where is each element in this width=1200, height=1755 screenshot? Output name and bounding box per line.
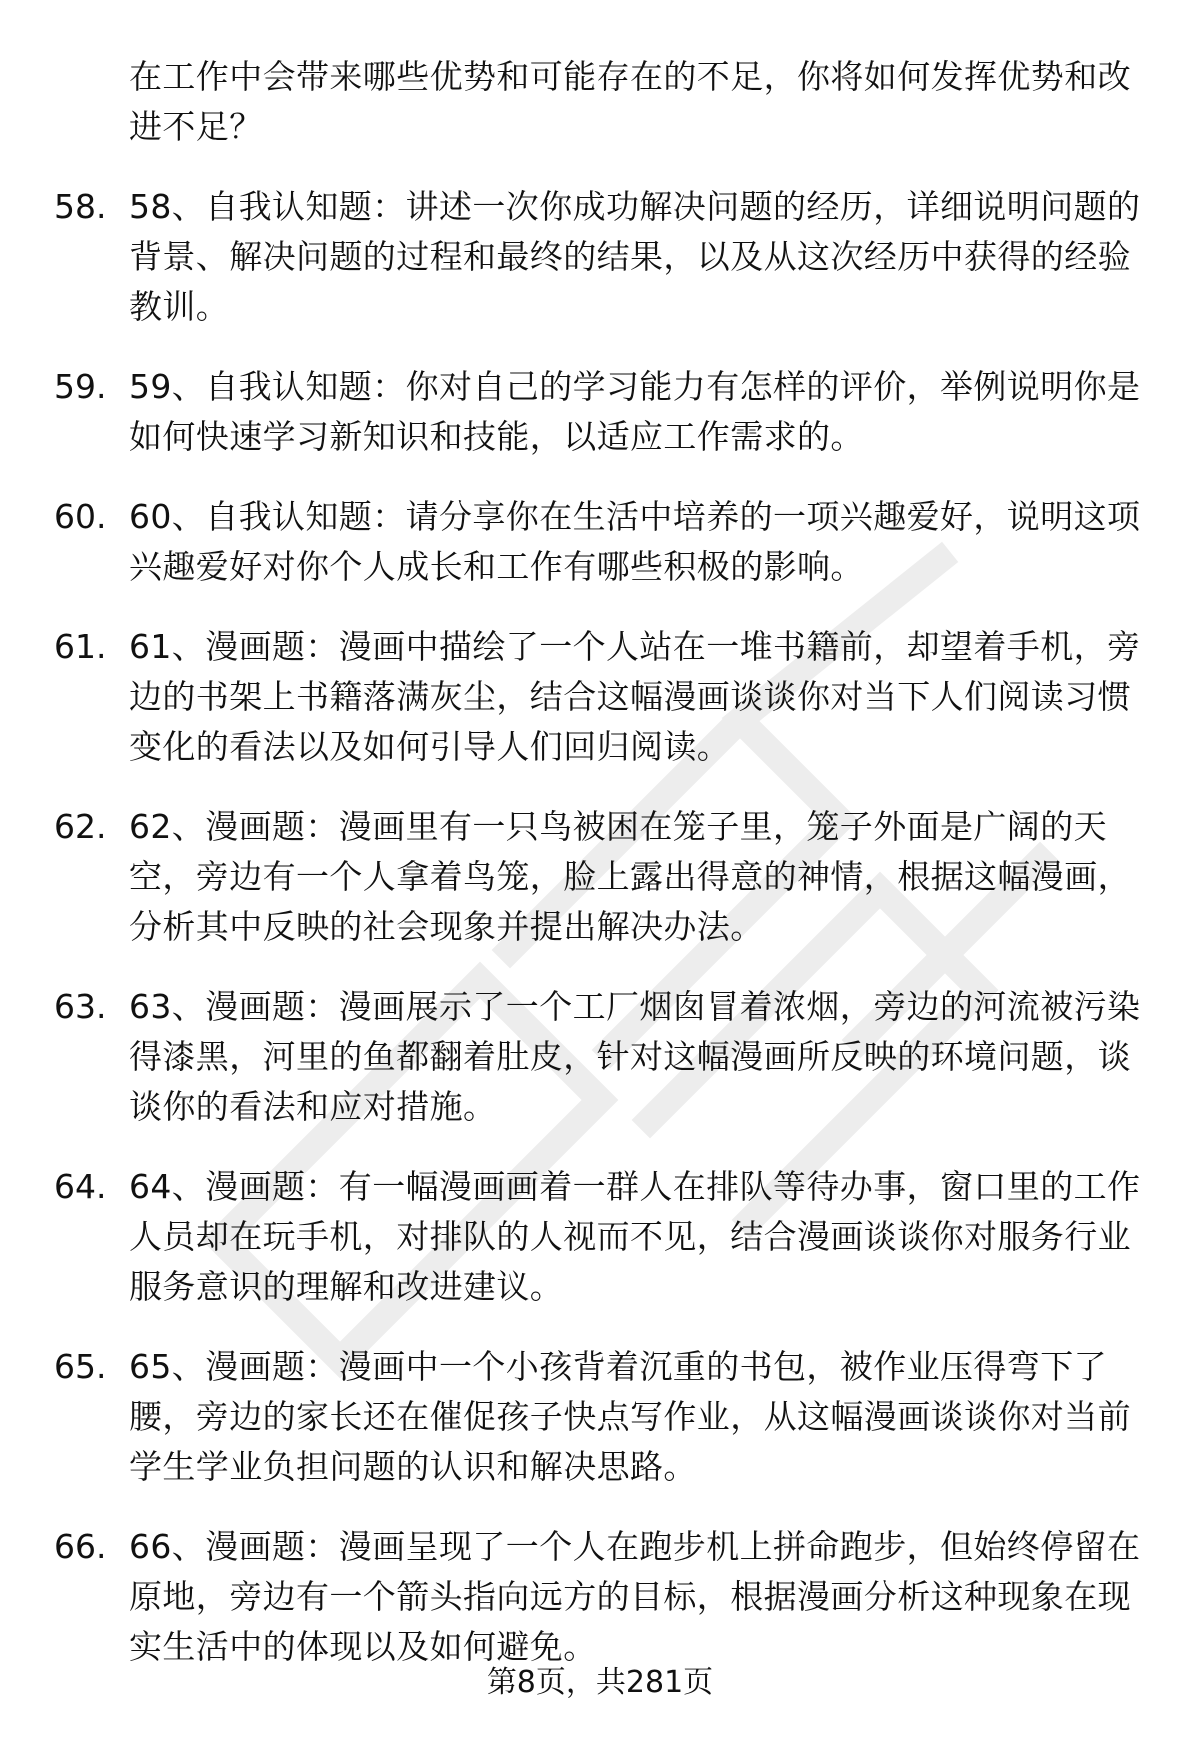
list-item bbox=[0, 1342, 1200, 1492]
question-number: 61. bbox=[54, 627, 107, 666]
question-number: 58. bbox=[54, 187, 107, 226]
list-item bbox=[0, 982, 1200, 1132]
list-item bbox=[0, 802, 1200, 952]
list-item bbox=[0, 182, 1200, 332]
question-text: 63、漫画题：漫画展示了一个工厂烟囱冒着浓烟，旁边的河流被污染得漆黑，河里的鱼都翻着肚皮，针对这幅漫画所反映的环境问题，谈谈你的看法和应对措施。 bbox=[129, 987, 1141, 1126]
question-text: 58、自我认知题：讲述一次你成功解决问题的经历，详细说明问题的背景、解决问题的过程和最终的结果，以及从这次经历中获得的经验教训。 bbox=[129, 187, 1141, 326]
question-text: 65、漫画题：漫画中一个小孩背着沉重的书包，被作业压得弯下了腰，旁边的家长还在催促孩子快点写作业，从这幅漫画谈谈你对当前学生学业负担问题的认识和解决思路。 bbox=[129, 1347, 1131, 1486]
question-number: 62. bbox=[54, 807, 107, 846]
question-text: 62、漫画题：漫画里有一只鸟被困在笼子里，笼子外面是广阔的天空，旁边有一个人拿着鸟笼，脸上露出得意的神情，根据这幅漫画，分析其中反映的社会现象并提出解决办法。 bbox=[129, 807, 1131, 946]
question-text: 64、漫画题：有一幅漫画画着一群人在排队等待办事，窗口里的工作人员却在玩手机，对排队的人视而不见，结合漫画谈谈你对服务行业服务意识的理解和改进建议。 bbox=[129, 1167, 1141, 1306]
question-number: 63. bbox=[54, 987, 107, 1026]
page-footer: 第8页，共281页 bbox=[486, 1665, 714, 1700]
list-item bbox=[0, 492, 1200, 592]
question-number: 60. bbox=[54, 497, 107, 536]
question-number: 66. bbox=[54, 1527, 107, 1566]
question-text: 61、漫画题：漫画中描绘了一个人站在一堆书籍前，却望着手机，旁边的书架上书籍落满灰尘，结合这幅漫画谈谈你对当下人们阅读习惯变化的看法以及如何引导人们回归阅读。 bbox=[129, 627, 1141, 766]
question-text: 60、自我认知题：请分享你在生活中培养的一项兴趣爱好，说明这项兴趣爱好对你个人成长和工作有哪些积极的影响。 bbox=[129, 497, 1141, 586]
question-list bbox=[0, 182, 1200, 1672]
question-text: 59、自我认知题：你对自己的学习能力有怎样的评价，举例说明你是如何快速学习新知识和技能，以适应工作需求的。 bbox=[129, 367, 1141, 456]
question-text: 66、漫画题：漫画呈现了一个人在跑步机上拼命跑步，但始终停留在原地，旁边有一个箭头指向远方的目标，根据漫画分析这种现象在现实生活中的体现以及如何避免。 bbox=[129, 1527, 1141, 1666]
question-number: 64. bbox=[54, 1167, 107, 1206]
list-item bbox=[0, 622, 1200, 772]
list-item bbox=[0, 1162, 1200, 1312]
question-number: 59. bbox=[54, 367, 107, 406]
main-content bbox=[0, 52, 1200, 1672]
list-item bbox=[0, 362, 1200, 462]
continuation-text: 在工作中会带来哪些优势和可能存在的不足，你将如何发挥优势和改进不足？ bbox=[129, 57, 1131, 146]
list-item bbox=[0, 1522, 1200, 1672]
question-number: 65. bbox=[54, 1347, 107, 1386]
